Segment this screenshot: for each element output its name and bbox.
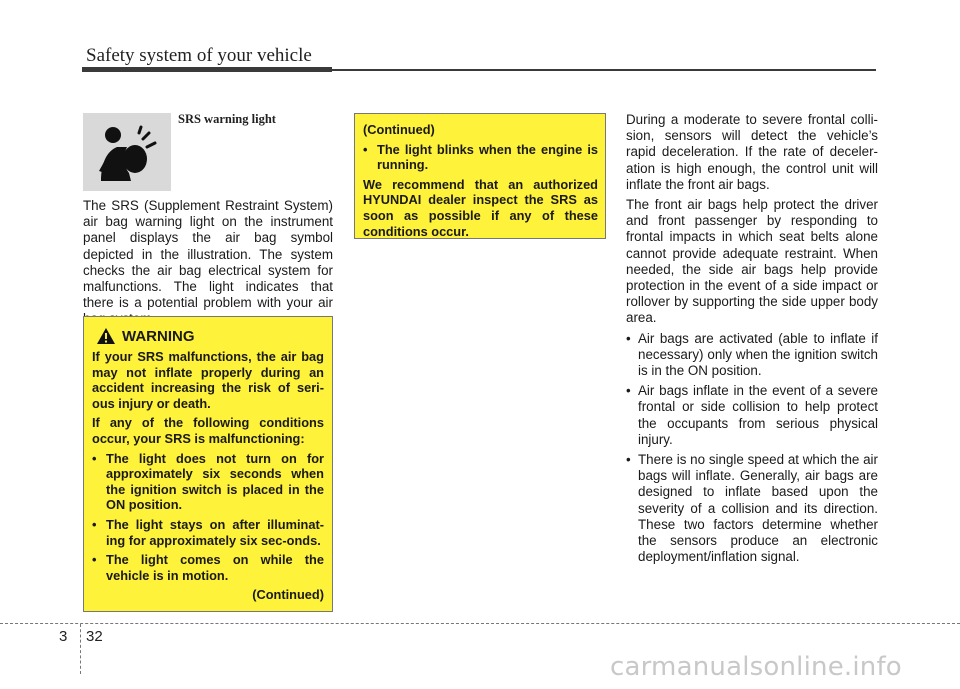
warning-paragraph: If any of the following conditions occur, your SRS is malfunctioning: xyxy=(92,415,324,446)
warning-bullet: • The light does not turn on for approximately six seconds when the ignition switch is placed in the ON position. xyxy=(92,451,324,513)
continued-bullet: • The light blinks when the engine is running. xyxy=(363,142,598,173)
warning-paragraph: If your SRS malfunctions, the air bag may not inflate properly during an accident increasing the risk of seri-ous injury or death. xyxy=(92,349,324,411)
warning-header xyxy=(96,327,324,345)
page-header-title: Safety system of your vehicle xyxy=(86,45,312,66)
continued-heading: (Continued) xyxy=(363,122,435,137)
body-bullet: • Air bags inflate in the event of a severe frontal or side collision to help protect the occupants from serious physical injury. xyxy=(626,383,878,448)
warning-bullet: • The light stays on after illuminat-ing for approximately six sec-onds. xyxy=(92,517,324,548)
watermark: carmanualsonline.info xyxy=(610,652,902,682)
warning-box xyxy=(83,316,333,612)
chapter-number: 3 xyxy=(59,628,68,645)
footer-rule xyxy=(0,623,960,624)
warning-triangle-icon xyxy=(96,327,116,345)
page-number: 32 xyxy=(86,628,103,645)
continued-warning-box xyxy=(354,113,606,239)
warning-bullet: • The light comes on while the vehicle is in motion. xyxy=(92,552,324,583)
footer-divider xyxy=(80,624,81,674)
body-bullet: • There is no single speed at which the air bags will inflate. Generally, air bags are designed to inflate based upon the severity of a collision and its direction. These two factors determine whether the sensors produce an electronic deployment/inflation signal. xyxy=(626,452,878,565)
header-rule-dark xyxy=(82,67,332,72)
srs-description: The SRS (Supplement Restraint System) air bag warning light on the instrument panel displays the air bag symbol depicted in the illustration. The system checks the air bag electrical system for malfunctions. The light indicates that there is a potential problem with your air xyxy=(83,198,333,311)
body-bullet: • Air bags are activated (able to inflate if necessary) only when the ignition switch is in the ON position. xyxy=(626,331,878,380)
airbag-warning-illustration xyxy=(83,113,171,191)
continued-paragraph: We recommend that an authorized HYUNDAI dealer inspect the SRS as soon as possible if any of these conditions occur. xyxy=(363,176,598,239)
body-paragraph: The front air bags help protect the driver and front passenger by responding to frontal impacts in which seat belts alone cannot provide adequate restraint. When needed, the side air bags help provide protection in the event of a side impact or rollover by supporting the side upper body area. xyxy=(626,197,878,326)
airbag-person-icon xyxy=(83,113,171,191)
section-title: SRS warning light xyxy=(178,112,276,126)
warning-continued: (Continued) xyxy=(252,587,324,603)
right-column xyxy=(626,112,878,569)
body-paragraph: During a moderate to severe frontal colli-sion, sensors will detect the vehicle’s rapid deceleration. If the rate of deceler-ation is high enough, the control unit will inflate the front air bags. xyxy=(626,112,878,192)
warning-title: WARNING xyxy=(122,327,195,345)
header-rule-light xyxy=(332,69,876,71)
